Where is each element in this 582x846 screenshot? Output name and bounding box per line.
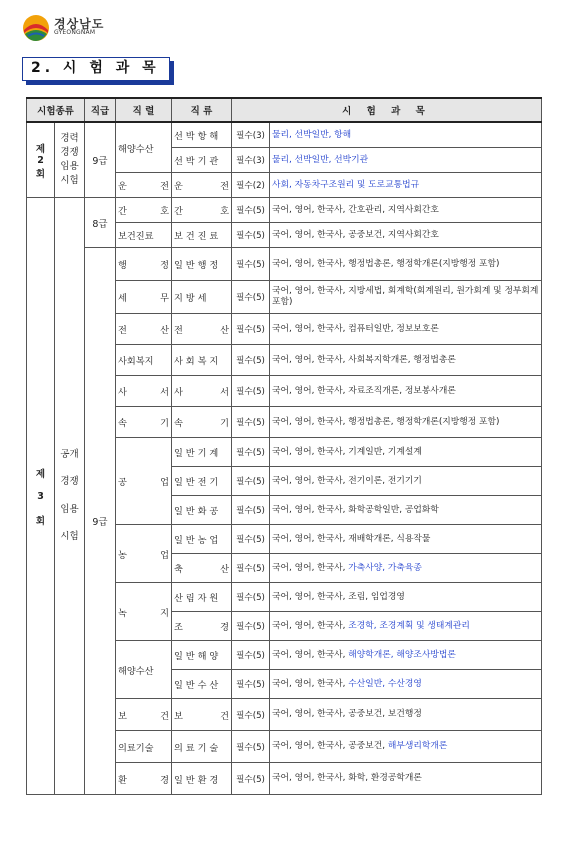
table-row [27, 122, 542, 148]
occupation-cell: 의료기술 [116, 731, 172, 763]
job-kind-cell: 일 반 수 산 [172, 670, 232, 699]
occupation-cell: 보건진료 [116, 223, 172, 248]
job-kind-cell: 일 반 기 계 [172, 438, 232, 467]
requirement-cell: 필수(5) [232, 670, 270, 699]
requirement-cell: 필수(5) [232, 407, 270, 438]
table-header-row [27, 98, 542, 122]
gyeongnam-logo [22, 14, 142, 48]
job-kind-cell: 일 반 행 정 [172, 248, 232, 281]
exam-subjects-table [26, 97, 542, 795]
logo-korean-text: 경상남도 [54, 17, 105, 31]
occupation-cell: 간 호 [116, 198, 172, 223]
requirement-cell: 필수(5) [232, 198, 270, 223]
job-kind-cell: 지 방 세 [172, 281, 232, 314]
job-kind-cell: 속 기 [172, 407, 232, 438]
job-kind-cell: 보 건 진 료 [172, 223, 232, 248]
occupation-cell: 사 서 [116, 376, 172, 407]
job-kind-cell: 사 회 복 지 [172, 345, 232, 376]
subjects-cell: 국어, 영어, 한국사, 조림, 임업경영 [270, 583, 542, 612]
subjects-cell: 국어, 영어, 한국사, 간호관리, 지역사회간호 [270, 198, 542, 223]
job-kind-cell: 의 료 기 술 [172, 731, 232, 763]
table-row [27, 198, 542, 223]
occupation-cell: 사회복지 [116, 345, 172, 376]
subjects-cell: 물리, 선박일반, 선박기관 [270, 148, 542, 173]
requirement-cell: 필수(5) [232, 467, 270, 496]
subjects-cell: 국어, 영어, 한국사, 가축사양, 가축육종 [270, 554, 542, 583]
job-kind-cell: 간 호 [172, 198, 232, 223]
requirement-cell: 필수(5) [232, 314, 270, 345]
requirement-cell: 필수(2) [232, 173, 270, 198]
grade-cell: 8급 [85, 198, 116, 248]
subjects-cell: 국어, 영어, 한국사, 자료조직개론, 정보봉사개론 [270, 376, 542, 407]
job-kind-cell: 일 반 농 업 [172, 525, 232, 554]
job-kind-cell: 조 경 [172, 612, 232, 641]
grade-cell: 9급 [85, 248, 116, 795]
subjects-cell: 국어, 영어, 한국사, 사회복지학개론, 행정법총론 [270, 345, 542, 376]
subjects-cell: 국어, 영어, 한국사, 화학, 환경공학개론 [270, 763, 542, 795]
exam-name-2: 제 2 회 [27, 122, 55, 198]
subjects-cell: 국어, 영어, 한국사, 전기이론, 전기기기 [270, 467, 542, 496]
subjects-cell: 국어, 영어, 한국사, 공중보건, 보건행정 [270, 699, 542, 731]
job-kind-cell: 축 산 [172, 554, 232, 583]
occupation-cell: 해양수산 [116, 122, 172, 173]
subjects-cell: 국어, 영어, 한국사, 공중보건, 해부생리학개론 [270, 731, 542, 763]
col-subjects: 시 험 과 목 [232, 98, 542, 122]
col-job-kind: 직 류 [172, 98, 232, 122]
gyeongnam-emblem-icon [22, 14, 50, 42]
occupation-cell: 속 기 [116, 407, 172, 438]
recruit-type-2: 경력 경쟁 임용 시험 [55, 122, 85, 198]
subjects-cell: 물리, 선박일반, 항해 [270, 122, 542, 148]
job-kind-cell: 사 서 [172, 376, 232, 407]
subjects-cell: 국어, 영어, 한국사, 재배학개론, 식용작물 [270, 525, 542, 554]
col-exam-type: 시험종류 [27, 98, 85, 122]
occupation-cell: 행 정 [116, 248, 172, 281]
job-kind-cell: 일 반 해 양 [172, 641, 232, 670]
requirement-cell: 필수(5) [232, 763, 270, 795]
subjects-cell: 국어, 영어, 한국사, 공중보건, 지역사회간호 [270, 223, 542, 248]
requirement-cell: 필수(3) [232, 122, 270, 148]
occupation-cell: 환 경 [116, 763, 172, 795]
subjects-cell: 국어, 영어, 한국사, 행정법총론, 행정학개론(지방행정 포함) [270, 248, 542, 281]
subjects-cell: 국어, 영어, 한국사, 해양학개론, 해양조사방법론 [270, 641, 542, 670]
occupation-cell: 세 무 [116, 281, 172, 314]
requirement-cell: 필수(5) [232, 496, 270, 525]
occupation-cell: 보 건 [116, 699, 172, 731]
occupation-cell: 운 전 [116, 173, 172, 198]
job-kind-cell: 일 반 화 공 [172, 496, 232, 525]
requirement-cell: 필수(5) [232, 281, 270, 314]
job-kind-cell: 일 반 전 기 [172, 467, 232, 496]
job-kind-cell: 전 산 [172, 314, 232, 345]
requirement-cell: 필수(5) [232, 223, 270, 248]
subjects-cell: 국어, 영어, 한국사, 컴퓨터일반, 정보보호론 [270, 314, 542, 345]
job-kind-cell: 보 건 [172, 699, 232, 731]
subjects-cell: 국어, 영어, 한국사, 기계일반, 기계설계 [270, 438, 542, 467]
subjects-cell: 국어, 영어, 한국사, 행정법총론, 행정학개론(지방행정 포함) [270, 407, 542, 438]
requirement-cell: 필수(5) [232, 583, 270, 612]
occupation-cell: 해양수산 [116, 641, 172, 699]
occupation-cell: 녹 지 [116, 583, 172, 641]
exam-name-3: 제 3 회 [27, 198, 55, 795]
section-title-box [22, 57, 176, 87]
col-occupation: 직 렬 [116, 98, 172, 122]
requirement-cell: 필수(5) [232, 438, 270, 467]
col-grade: 직급 [85, 98, 116, 122]
requirement-cell: 필수(5) [232, 376, 270, 407]
job-kind-cell: 선 박 기 관 [172, 148, 232, 173]
occupation-cell: 농 업 [116, 525, 172, 583]
subjects-cell: 사회, 자동차구조원리 및 도로교통법규 [270, 173, 542, 198]
job-kind-cell: 산 림 자 원 [172, 583, 232, 612]
section-title: 2. 시 험 과 목 [22, 57, 170, 81]
subjects-cell: 국어, 영어, 한국사, 지방세법, 회계학(회계원리, 원가회계 및 정부회계 포함) [270, 281, 542, 314]
grade-cell: 9급 [85, 122, 116, 198]
recruit-type-3: 공개 경쟁 임용 시험 [55, 198, 85, 795]
occupation-cell: 전 산 [116, 314, 172, 345]
requirement-cell: 필수(5) [232, 612, 270, 641]
job-kind-cell: 선 박 항 해 [172, 122, 232, 148]
job-kind-cell: 일 반 환 경 [172, 763, 232, 795]
requirement-cell: 필수(5) [232, 554, 270, 583]
requirement-cell: 필수(5) [232, 525, 270, 554]
table-row [27, 248, 542, 281]
occupation-cell: 공 업 [116, 438, 172, 525]
subjects-cell: 국어, 영어, 한국사, 수산일반, 수산경영 [270, 670, 542, 699]
logo-english-text: GYEONGNAM [54, 29, 96, 36]
requirement-cell: 필수(5) [232, 248, 270, 281]
requirement-cell: 필수(5) [232, 731, 270, 763]
requirement-cell: 필수(3) [232, 148, 270, 173]
requirement-cell: 필수(5) [232, 641, 270, 670]
job-kind-cell: 운 전 [172, 173, 232, 198]
subjects-cell: 국어, 영어, 한국사, 화학공학일반, 공업화학 [270, 496, 542, 525]
subjects-cell: 국어, 영어, 한국사, 조경학, 조경계획 및 생태계관리 [270, 612, 542, 641]
requirement-cell: 필수(5) [232, 699, 270, 731]
requirement-cell: 필수(5) [232, 345, 270, 376]
